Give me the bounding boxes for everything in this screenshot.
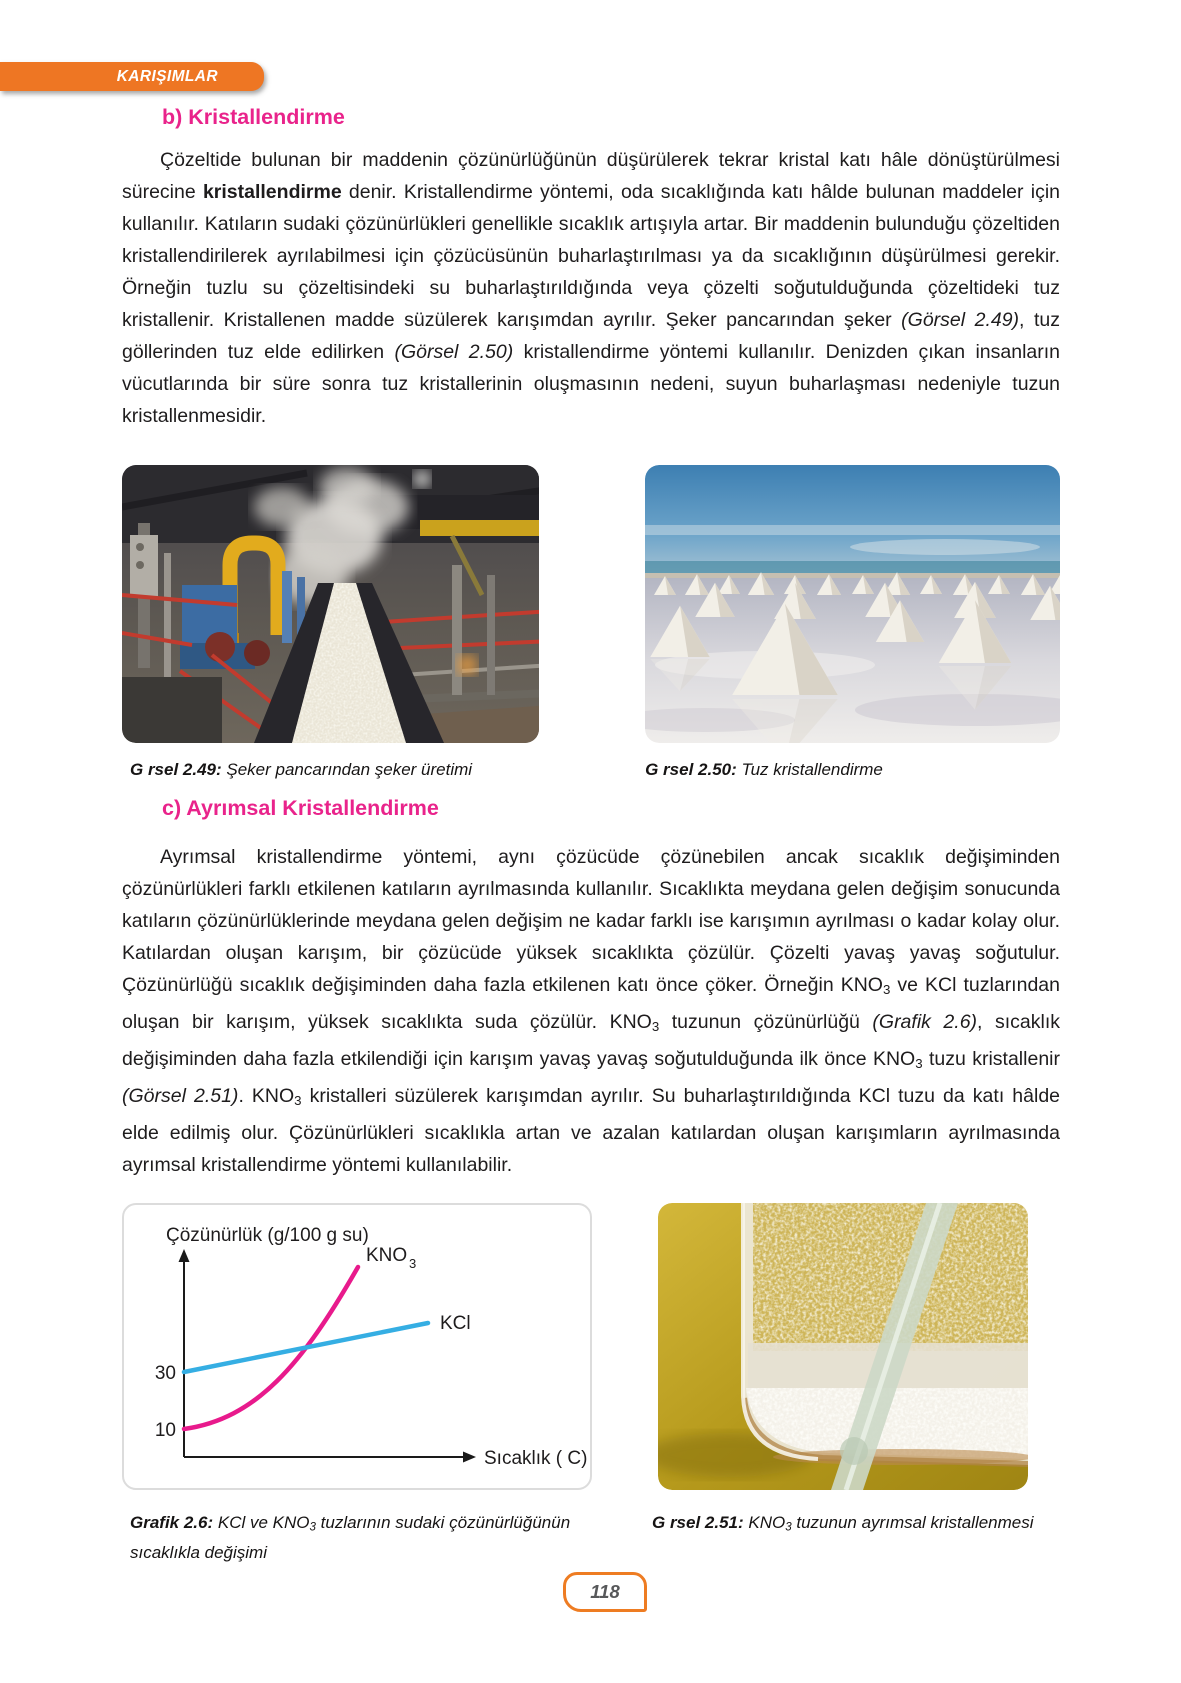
distant-water [645, 561, 1060, 575]
kno3-series-label: KNO [366, 1244, 408, 1266]
crane-beam [420, 520, 539, 536]
y-tick-10: 10 [154, 1419, 176, 1441]
captions-row-1 [122, 757, 1060, 783]
y-axis-arrow [179, 1249, 190, 1262]
figures-row-1 [122, 465, 1060, 743]
kcl-series-label: KCl [440, 1312, 471, 1334]
chapter-tab [0, 62, 264, 91]
kno3-curve [184, 1267, 358, 1429]
caption-grafik-2-6: Grafik 2.6: KCl ve $KNO_3$ tuzlarının sudaki çözünürlüğünün sıcaklıkla değişimi [130, 1512, 571, 1563]
page-number: 118 [590, 1581, 620, 1602]
chart-y-axis-label: Çözünürlük (g/100 g su) [166, 1224, 369, 1246]
photo-salt-lake [645, 465, 1060, 743]
sky [645, 465, 1060, 577]
captions-row-2 [122, 1510, 1060, 1567]
section-b-paragraph: Çözeltide bulunan bir maddenin çözünürlüğünün düşürülerek tekrar kristal katı hâle dönüştürülmesi sürecine kristallendirme denir. Kristallendirme yöntemi, oda sıcaklığında katı hâlde bulunan maddeler için kullanılır. Katıların sudaki çözünürlükleri genellikle sıcaklık artışıyla artar. Bir maddenin bulunduğu çözeltiden kristallendirilerek ayrılabilmesi için çözücüsünün buharlaştırılması ya da sıcaklığının düşürülmesi gerekir. Örneğin tuzlu su çözeltisindeki su buharlaştırıldığında veya çözelti soğutulduğunda çözeltideki tuz kristallenir. Kristallenen madde süzülerek karışımdan ayrılır. Şeker pancarından şeker (Görsel 2.49), tuz göllerinden tuz elde edilirken (Görsel 2.50) kristallendirme yöntemi kullanılır. Denizden çıkan insanların vücutlarında bir süre sonra tuz kristallerinin oluşmasının nedeni, suyun buharlaşması nedeniyle tuzun kristallenmesidir. [122, 149, 1061, 427]
photo-kno3-beaker [658, 1203, 1028, 1490]
caption-gorsel-2-49: G rsel 2.49: Şeker pancarından şeker üretimi [130, 760, 473, 779]
section-c-paragraph: Ayrımsal kristallendirme yöntemi, aynı çözücüde çözünebilen ancak sıcaklık değişiminden çözünürlükleri farklı etkilenen katıların ayrılmasında kullanılır. Sıcaklıkta meydana gelen değişim sonucunda katıların çözünürlüklerinde meydana gelen değişim ne kadar farklı ise karışımın ayrılması o kadar kolay olur. Katılardan oluşan karışım, bir çözücüde yüksek sıcaklıkta çözülür. Çözelti yavaş yavaş soğutulur. Çözünürlüğü sıcaklık değişiminden daha fazla etkilenen katı önce çöker. Örneğin $KNO_3$ ve KCl tuzlarından oluşan bir karışım, yüksek sıcaklıkta suda çözülür. $KNO_3$ tuzunun çözünürlüğü (Grafik 2.6), sıcaklık değişiminden daha fazla etkilendiği için karışım yavaş yavaş soğutulduğunda ilk önce $KNO_3$ tuzu kristallenir (Görsel 2.51). $KNO_3$ kristalleri süzülerek karışımdan ayrılır. Su buharlaştırıldığında KCl tuzu da katı hâlde elde edilmiş olur. Çözünürlükleri sıcaklıkla artan ve azalan katılardan oluşan karışımların ayrılmasında ayrımsal kristallendirme yöntemi kullanılabilir. [122, 846, 1061, 1176]
salt-lake-illustration [645, 465, 1060, 743]
chapter-tab-label: KARIŞIMLAR [116, 67, 218, 85]
chart-x-axis-label: Sıcaklık ( C) [484, 1447, 588, 1469]
page-number-badge [563, 1572, 647, 1612]
solubility-chart [126, 1207, 590, 1488]
section-b-heading: b) Kristallendirme [162, 105, 345, 129]
section-c-heading: c) Ayrımsal Kristallendirme [162, 796, 439, 820]
caption-gorsel-2-50: G rsel 2.50: Tuz kristallendirme [645, 760, 883, 779]
page-content [122, 104, 1060, 1566]
figures-row-2 [122, 1203, 1060, 1490]
kno3-series-label-sub: 3 [409, 1255, 417, 1271]
y-tick-30: 30 [154, 1362, 176, 1384]
caption-gorsel-2-51: G rsel 2.51: $KNO_3$ tuzunun ayrımsal kristallenmesi [652, 1512, 1034, 1534]
x-axis-arrow [463, 1451, 476, 1462]
kcl-line [184, 1323, 428, 1372]
solubility-chart-box [122, 1203, 592, 1490]
kno3-beaker-illustration [658, 1203, 1028, 1490]
sugar-factory-illustration [122, 465, 539, 743]
photo-sugar-factory [122, 465, 539, 743]
